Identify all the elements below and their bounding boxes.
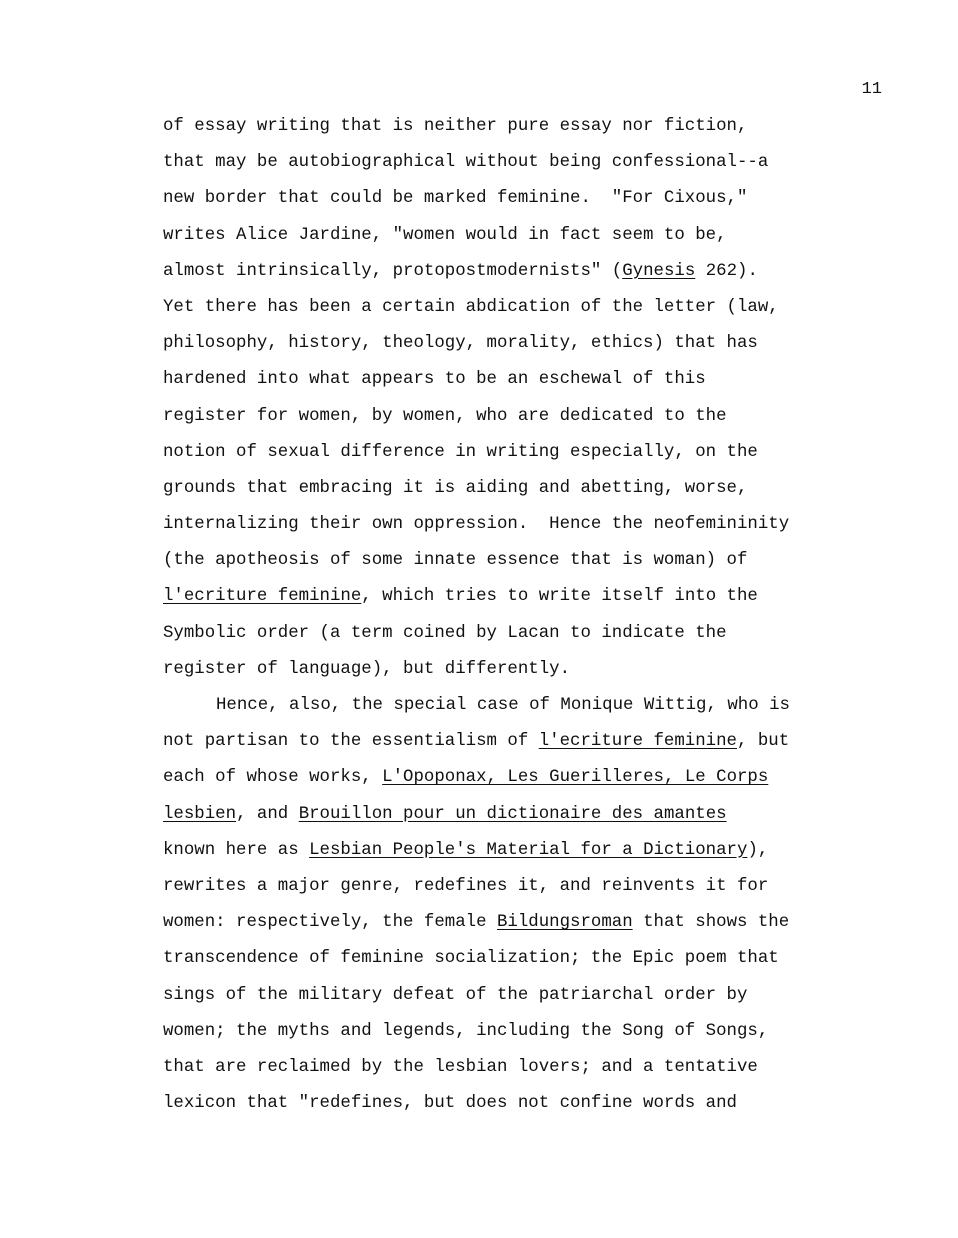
text-segment: , and	[236, 804, 299, 824]
text-segment: philosophy, history, theology, morality, ethics) that has	[163, 334, 758, 354]
text-line	[163, 652, 843, 688]
text-line	[163, 833, 843, 869]
underlined-title: l'ecriture feminine	[163, 587, 362, 607]
text-line	[163, 543, 843, 579]
text-line	[163, 869, 843, 905]
text-line	[163, 507, 843, 543]
text-line	[163, 254, 843, 290]
text-segment: lexicon that "redefines, but does not confine words and	[163, 1094, 737, 1114]
text-segment: transcendence of feminine socialization; the Epic poem that	[163, 949, 779, 969]
text-line	[163, 181, 843, 217]
text-line	[163, 435, 843, 471]
text-segment: , which tries to write itself into the	[361, 587, 758, 607]
text-segment: that are reclaimed by the lesbian lovers; and a tentative	[163, 1057, 758, 1077]
text-segment: rewrites a major genre, redefines it, and reinvents it for	[163, 876, 769, 896]
text-line	[163, 579, 843, 615]
text-line	[163, 1086, 843, 1122]
underlined-title: Gynesis	[622, 261, 696, 281]
text-line	[163, 724, 843, 760]
text-segment: new border that could be marked feminine. "For Cixous,"	[163, 189, 748, 209]
page-number: 11	[861, 80, 882, 99]
text-line	[163, 399, 843, 435]
text-line	[163, 326, 843, 362]
text-segment: writes Alice Jardine, "women would in fact seem to be,	[163, 225, 727, 245]
text-segment: , but	[737, 732, 790, 752]
text-segment: register for women, by women, who are dedicated to the	[163, 406, 727, 426]
text-segment: Symbolic order (a term coined by Lacan to indicate the	[163, 623, 727, 643]
underlined-title: lesbien	[163, 804, 237, 824]
text-segment: Hence, also, the special case of Monique Wittig, who is	[216, 696, 790, 715]
text-segment: grounds that embracing it is aiding and abetting, worse,	[163, 478, 748, 498]
text-segment: 262).	[695, 261, 758, 281]
text-line	[163, 616, 843, 652]
text-line	[163, 941, 843, 977]
text-segment: hardened into what appears to be an eschewal of this	[163, 370, 706, 390]
text-segment: that may be autobiographical without being confessional--a	[163, 153, 769, 173]
text-segment: women; the myths and legends, including the Song of Songs,	[163, 1021, 769, 1041]
text-line	[163, 688, 843, 724]
text-line	[163, 218, 843, 254]
underlined-title: Bildungsroman	[496, 913, 633, 933]
text-line	[163, 290, 843, 326]
text-line	[163, 109, 843, 145]
text-segment: Yet there has been a certain abdication of the letter (law,	[163, 297, 779, 317]
body-text	[163, 109, 843, 1122]
text-segment: internalizing their own oppression. Hence the neofemininity	[163, 515, 790, 535]
text-line	[163, 797, 843, 833]
text-line	[163, 760, 843, 796]
underlined-title: Brouillon pour un dictionaire des amantes	[298, 804, 727, 824]
text-line	[163, 978, 843, 1014]
text-line	[163, 1014, 843, 1050]
text-line	[163, 905, 843, 941]
text-segment: sings of the military defeat of the patriarchal order by	[163, 985, 748, 1005]
text-segment: not partisan to the essentialism of	[163, 732, 539, 752]
text-line	[163, 471, 843, 507]
text-segment: notion of sexual difference in writing especially, on the	[163, 442, 758, 462]
underlined-title: L'Opoponax, Les Guerilleres, Le Corps	[382, 768, 769, 788]
text-segment: women: respectively, the female	[163, 913, 497, 933]
text-line	[163, 1050, 843, 1086]
text-segment: almost intrinsically, protopostmodernists" (	[163, 261, 623, 281]
text-segment: known here as	[163, 840, 310, 860]
underlined-title: Lesbian People's Material for a Dictionary	[309, 840, 748, 860]
text-segment: ),	[747, 840, 769, 860]
text-segment: of essay writing that is neither pure essay nor fiction,	[163, 117, 748, 136]
underlined-title: l'ecriture feminine	[538, 732, 737, 752]
text-segment: register of language), but differently.	[163, 659, 571, 679]
text-segment: each of whose works,	[163, 768, 383, 788]
text-line	[163, 362, 843, 398]
text-segment: (the apotheosis of some innate essence that is woman) of	[163, 551, 748, 571]
text-line	[163, 145, 843, 181]
text-segment: that shows the	[632, 913, 790, 933]
